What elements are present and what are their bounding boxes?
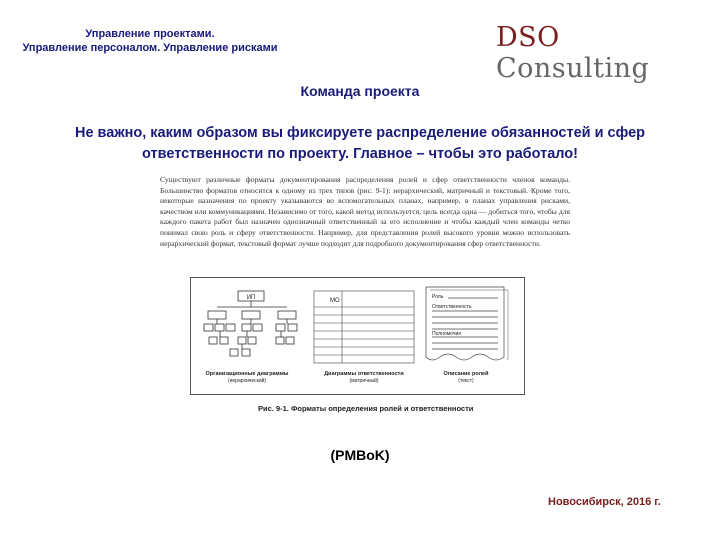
header-line-2: Управление персоналом. Управление рисками xyxy=(22,42,278,54)
matrix-caption-2: (матричный) xyxy=(349,378,379,384)
logo-dso: DSO xyxy=(496,22,560,53)
company-logo xyxy=(496,22,720,84)
matrix-caption-1: Диаграммы ответственности xyxy=(324,371,404,377)
text-caption-2: (текст) xyxy=(458,378,474,384)
slide-title: Команда проекта xyxy=(300,83,420,99)
org-caption-1: Организационные диаграммы xyxy=(205,371,289,377)
source-reference: (PMBoK) xyxy=(330,447,390,463)
figure-role-formats xyxy=(190,277,525,395)
key-quote: Не важно, каким образом вы фиксируете распределение обязанностей и сфер ответственности по проекту. Главное – чтобы это работало! xyxy=(74,125,646,162)
header-subtitle xyxy=(0,27,300,55)
logo-consulting: Consulting xyxy=(496,53,650,84)
scanned-excerpt xyxy=(160,175,570,260)
text-caption-1: Описание ролей xyxy=(443,371,489,377)
matrix-top-label: МО xyxy=(330,298,340,304)
footer-location-date: Новосибирск, 2016 г. xyxy=(548,496,661,508)
text-auth-label: Полномочия xyxy=(432,331,461,337)
excerpt-paragraph: Существуют различные форматы документирования распределения ролей и сфер ответственности членов команды. Большинство форматов относится к одному из трех типов (рис. 9-1): иерархический, матричный и текстовый. Кроме того, некоторые назначения по проекту указываются во вспомогательных планах, например, в планах управления рисками, качеством или коммуникациями. Независимо от того, какой метод используется, цель всегда одна — добиться того, чтобы для каждого пакета работ был назначен однозначный ответственный за его исполнение и чтобы каждый член команды четко понимал свою роль и сферу ответственности. Например, для представления ролей высокого уровня можно использовать иерархический формат, текстовый формат лучше подходит для подробного документирования сфер ответственности. xyxy=(160,175,570,248)
org-top-label: ИП xyxy=(246,295,256,301)
header-line-1: Управление проектами. xyxy=(85,28,215,40)
org-caption-2: (иерархический) xyxy=(227,378,267,384)
text-resp-label: Ответственность xyxy=(432,304,472,310)
figure-caption: Рис. 9-1. Форматы определения ролей и ответственности xyxy=(258,404,474,413)
text-role-label: Роль xyxy=(432,294,444,300)
